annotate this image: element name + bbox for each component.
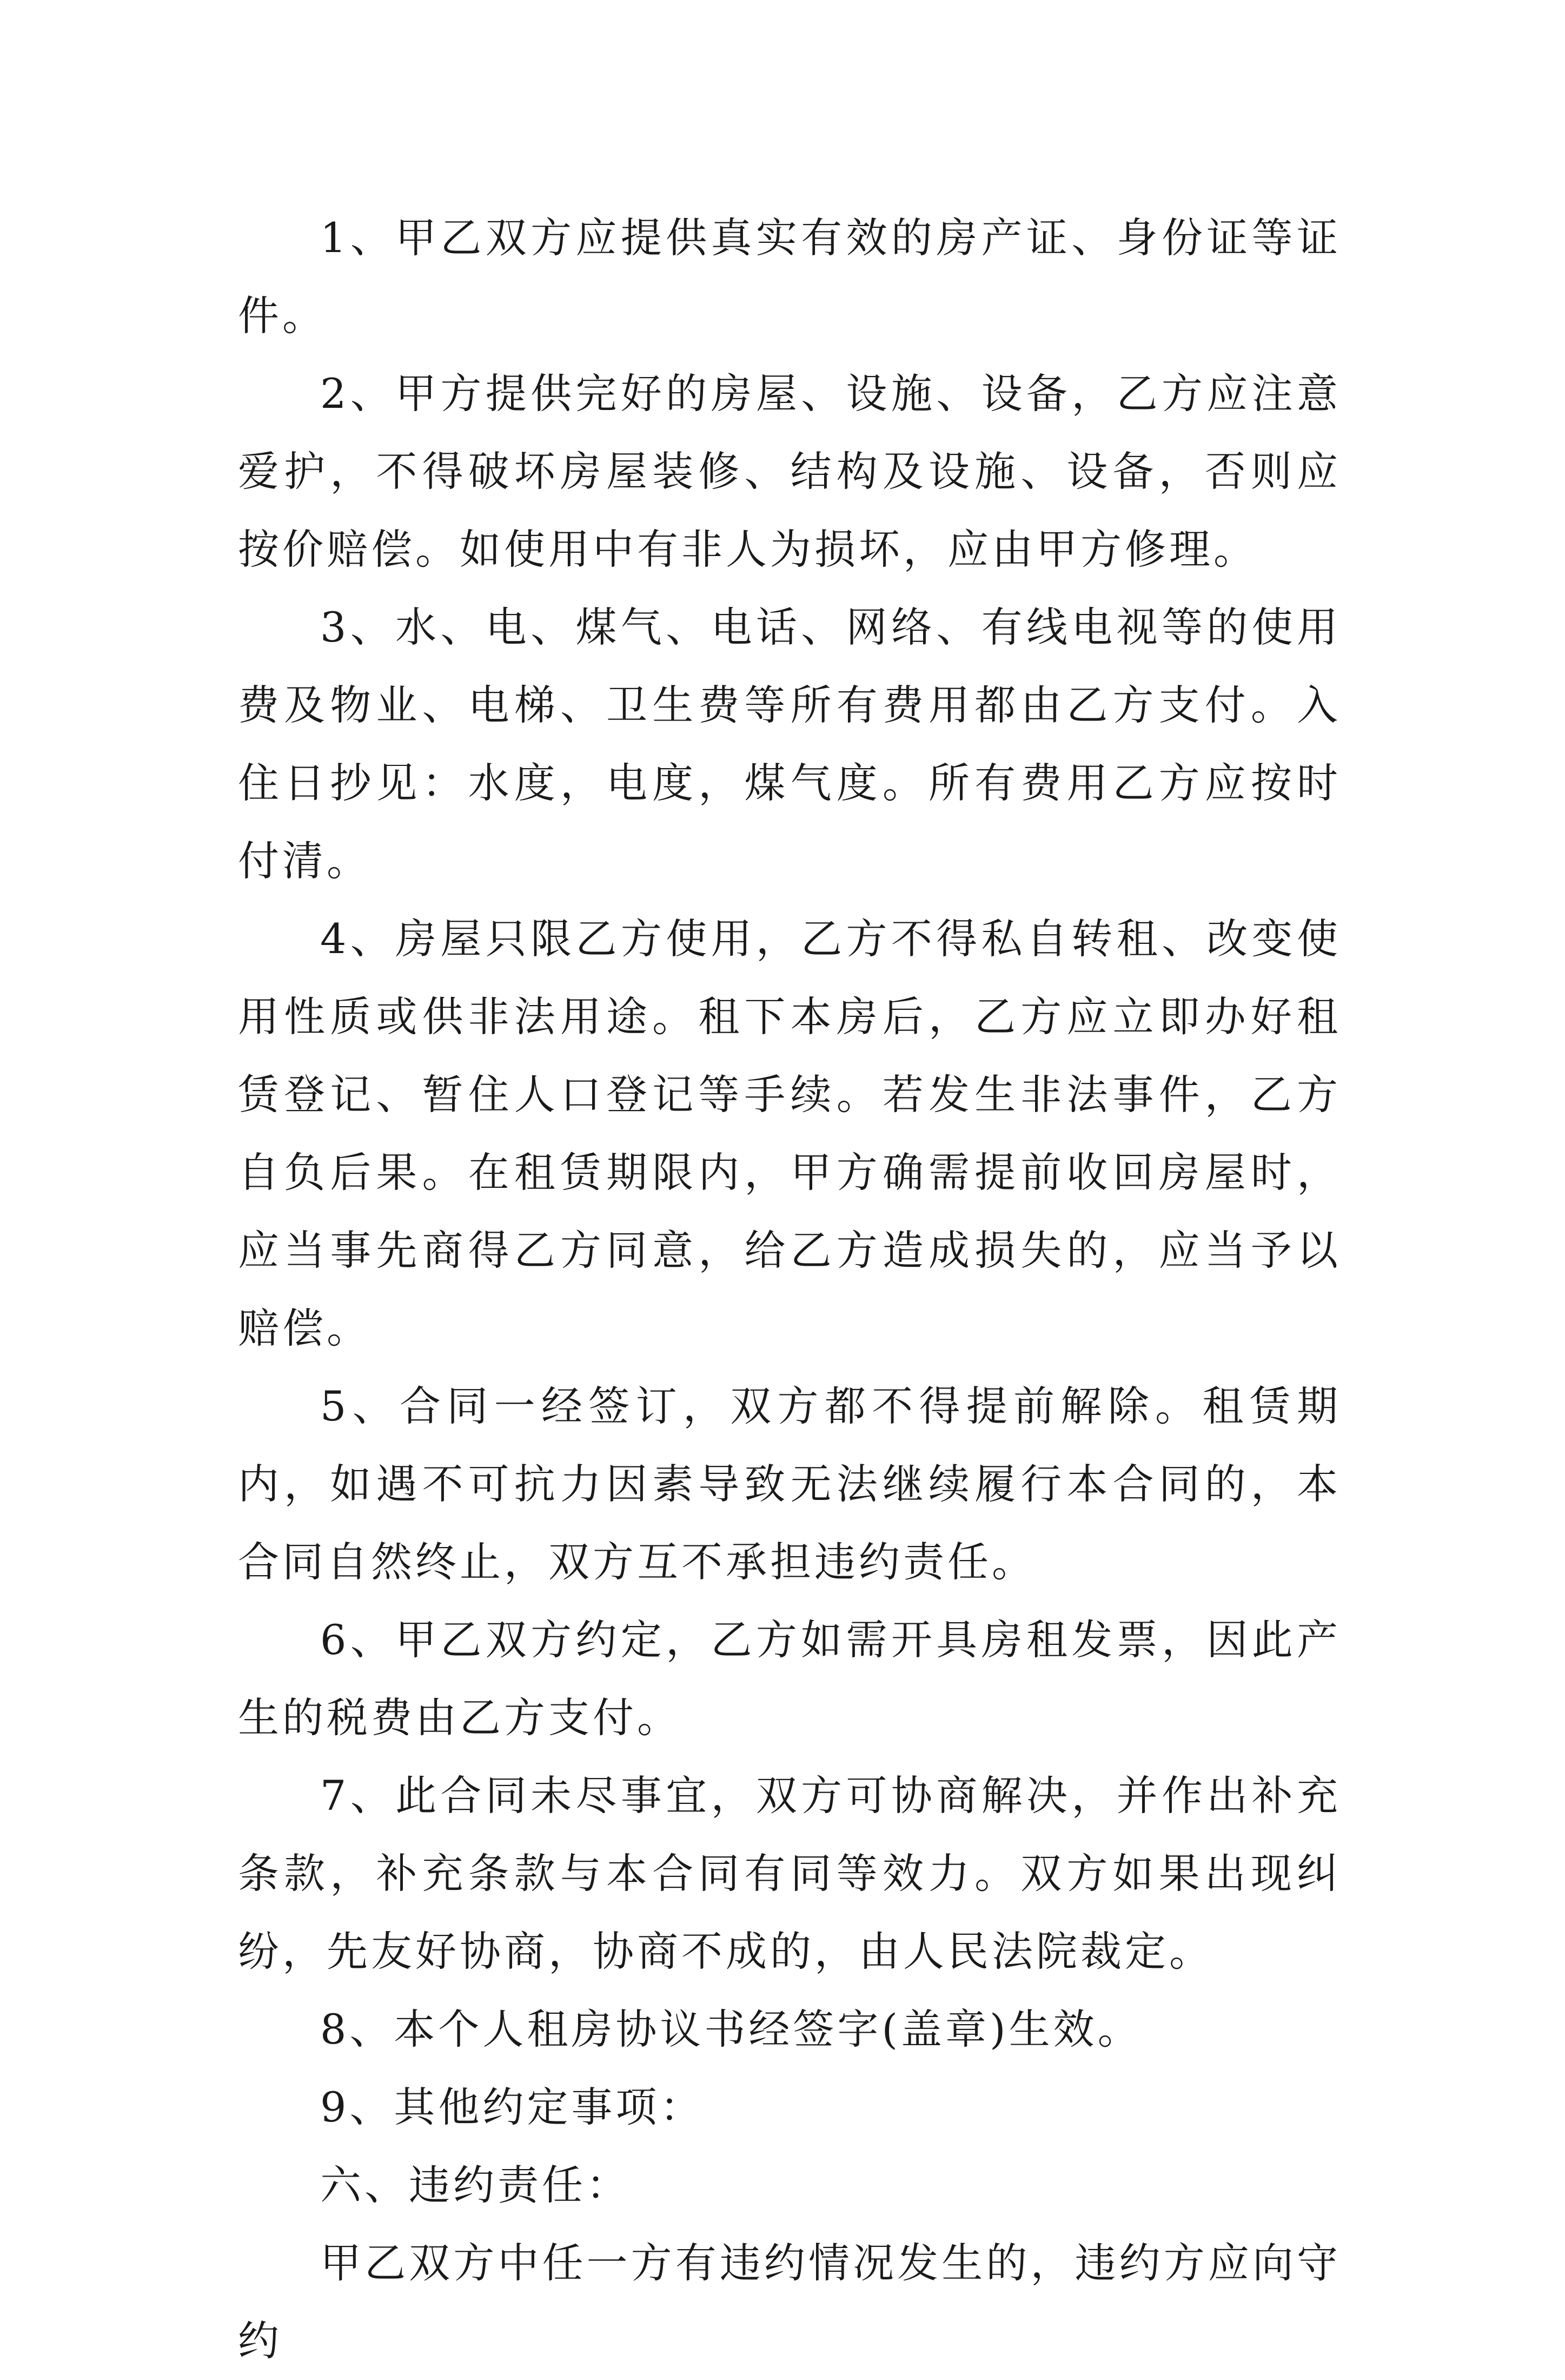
paragraph-1: 1、甲乙双方应提供真实有效的房产证、身份证等证件。: [238, 214, 1341, 340]
paragraph-4: 4、房屋只限乙方使用，乙方不得私自转租、改变使用性质或供非法用途。租下本房后，乙方应立即办好租赁登记、暂住人口登记等手续。若发生非法事件，乙方自负后果。在租赁期限内，甲方确需提前收回房屋时，应当事先商得乙方同意，给乙方造成损失的，应当予以赔偿。: [238, 915, 1341, 1352]
paragraph-2: 2、甲方提供完好的房屋、设施、设备，乙方应注意爱护，不得破坏房屋装修、结构及设施、设备，否则应按价赔偿。如使用中有非人为损坏，应由甲方修理。: [238, 369, 1341, 573]
paragraph-breach-text: 甲乙双方中任一方有违约情况发生的，违约方应向守约: [238, 2239, 1341, 2365]
paragraph-9: 9、其他约定事项：: [320, 2083, 705, 2131]
paragraph-8: 8、本个人租房协议书经签字(盖章)生效。: [320, 2005, 1142, 2053]
paragraph-3: 3、水、电、煤气、电话、网络、有线电视等的使用费及物业、电梯、卫生费等所有费用都由乙方支付。入住日抄见：水度，电度，煤气度。所有费用乙方应按时付清。: [238, 603, 1341, 885]
paragraph-7: 7、此合同未尽事宜，双方可协商解决，并作出补充条款，补充条款与本合同有同等效力。双方如果出现纠纷，先友好协商，协商不成的，由人民法院裁定。: [238, 1771, 1341, 1975]
section-heading-breach: 六、违约责任：: [320, 2161, 631, 2209]
document-body: [238, 199, 1341, 2380]
paragraph-6: 6、甲乙双方约定，乙方如需开具房租发票，因此产生的税费由乙方支付。: [238, 1616, 1341, 1742]
paragraph-5: 5、合同一经签订，双方都不得提前解除。租赁期内，如遇不可抗力因素导致无法继续履行本合同的，本合同自然终止，双方互不承担违约责任。: [238, 1382, 1341, 1586]
